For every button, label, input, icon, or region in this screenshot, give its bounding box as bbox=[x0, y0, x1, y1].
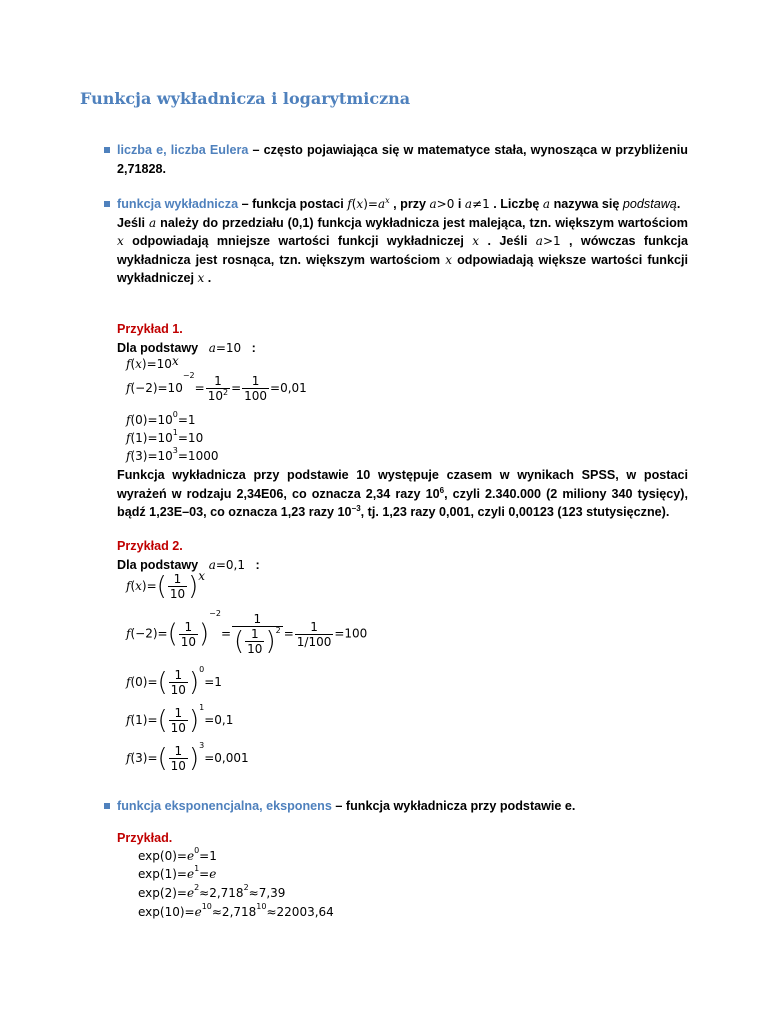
formula-line: f(x)=( $\frac{1}{10}$ )$^x$ bbox=[126, 569, 206, 602]
exp-function-definition: funkcja wykładnicza – funkcja postaci $f(x)=a^x$ , przy a>0 i a≠1 . Liczbę a nazywa się podstawą. Jeśli a należy do przedziału (0,1) funkcja wykładnicza jest malejąca, tzn. większym wartościom x odpowiadają mniejsze wartości funkcji wykładniczej x . Jeśli a>1 , wówczas funkcja wykładnicza jest rosnąca, tzn. większym wartościom x odpowiadają większe wartości funkcji wykładniczej x . bbox=[117, 196, 689, 285]
bullet-marker bbox=[104, 201, 110, 207]
text: . bbox=[676, 197, 681, 211]
text: : bbox=[255, 557, 260, 572]
term-exp-function: funkcja wykładnicza bbox=[117, 197, 239, 211]
text: . Jeśli bbox=[479, 234, 536, 248]
formula-line: $f(x)=10^x$ bbox=[126, 354, 179, 371]
text: , tj. 1,23 razy 0,001, czyli 0,00123 (123 stutysięczne). bbox=[360, 505, 670, 519]
formula: f bbox=[347, 197, 352, 211]
example-3 bbox=[117, 829, 688, 848]
text: odpowiadają mniejsze wartości funkcji wykładniczej bbox=[123, 234, 473, 248]
text: Dla podstawy bbox=[117, 557, 199, 572]
example-2-label: Przykład 2. bbox=[117, 539, 183, 553]
formula-line: $\exp(0)=e^0=1$ bbox=[138, 846, 217, 863]
bullet-marker bbox=[104, 147, 110, 153]
euler-definition bbox=[117, 141, 688, 178]
text: . bbox=[204, 271, 212, 285]
text: , czyli 2.340.000 (2 miliony 340 tysięcy), bądź 1,23E–03, co oznacza 1,23 razy 10 bbox=[117, 486, 688, 519]
term-euler: liczba e, liczba Eulera bbox=[117, 143, 249, 157]
text: . Liczbę bbox=[489, 197, 543, 211]
exponent-definition bbox=[117, 797, 688, 816]
example-3-label: Przykład. bbox=[117, 831, 173, 845]
text: , przy bbox=[389, 197, 430, 211]
formula-line: $f(3)=10^3=1000$ bbox=[126, 446, 219, 463]
formula-line: f(−2)=( $\frac{1}{10}$ )$^{-2}$= 1 ( $\frac{1}{10}$ )$^2$ = $\frac{1}{1/100}$ =100 bbox=[126, 609, 368, 657]
bullet-marker bbox=[104, 803, 110, 809]
text: – funkcja wykładnicza przy podstawie e. bbox=[331, 799, 576, 813]
text: i bbox=[457, 197, 465, 211]
term-exponential: funkcja eksponencjalna, eksponens bbox=[117, 799, 332, 813]
formula-line: $\exp(10)=e^{10}\approx 2,718^{10}\approx 22003,64$ bbox=[138, 902, 334, 919]
formula-line: f(1)=( $\frac{1}{10}$ )$^1$=0,1 bbox=[126, 703, 234, 736]
formula-line: $\exp(1)=e^1=e$ bbox=[138, 864, 217, 881]
text: : bbox=[251, 340, 256, 355]
formula-line: f(0)=( $\frac{1}{10}$ )$^0$=1 bbox=[126, 665, 222, 698]
formula-line: f(3)=( $\frac{1}{10}$ )$^3$=0,001 bbox=[126, 741, 249, 774]
text: – funkcja postaci bbox=[238, 197, 348, 211]
formula-line: $\exp(2)=e^2\approx 2,718^2\approx 7,39$ bbox=[138, 883, 286, 900]
formula-line: $f(0)=10^0=1$ bbox=[126, 410, 196, 427]
spss-note bbox=[117, 466, 688, 522]
text: Dla podstawy bbox=[117, 340, 199, 355]
formula-line: $f(-2)=10^{-2}=$ $\frac{1}{10^2}$ = $\frac{1}{100}$ =0,01 bbox=[126, 371, 307, 403]
text: nazywa się bbox=[550, 197, 623, 211]
example-2: Przykład 2. Dla podstawy a=0,1 : bbox=[117, 539, 260, 572]
text: Funkcja wykładnicza przy podstawie 10 występuje czasem w wynikach SPSS, w postaci wyrażeń w rodzaju 2,34E06, co oznacza 2,34 razy 10 bbox=[117, 468, 688, 501]
euler-text: – często pojawiająca się w matematyce stała, wynosząca w przybliżeniu 2,71828. bbox=[117, 143, 688, 176]
text: −3 bbox=[351, 504, 361, 513]
example-1: Przykład 1. Dla podstawy a=10 : bbox=[117, 322, 256, 355]
formula-line: $f(1)=10^1=10$ bbox=[126, 428, 204, 445]
text: należy do przedziału (0,1) funkcja wykładnicza jest malejąca, tzn. większym wartościom bbox=[156, 215, 688, 230]
page-title: Funkcja wykładnicza i logarytmiczna bbox=[80, 89, 411, 108]
text: odpowiadają większe wartości funkcji wykładniczej bbox=[117, 252, 688, 285]
text: podstawą bbox=[622, 197, 677, 211]
text: , wówczas funkcja wykładnicza jest rosnąca, tzn. większym wartościom bbox=[117, 234, 689, 267]
text: 6 bbox=[439, 485, 445, 495]
text: Jeśli bbox=[117, 215, 150, 230]
example-1-label: Przykład 1. bbox=[117, 322, 183, 336]
